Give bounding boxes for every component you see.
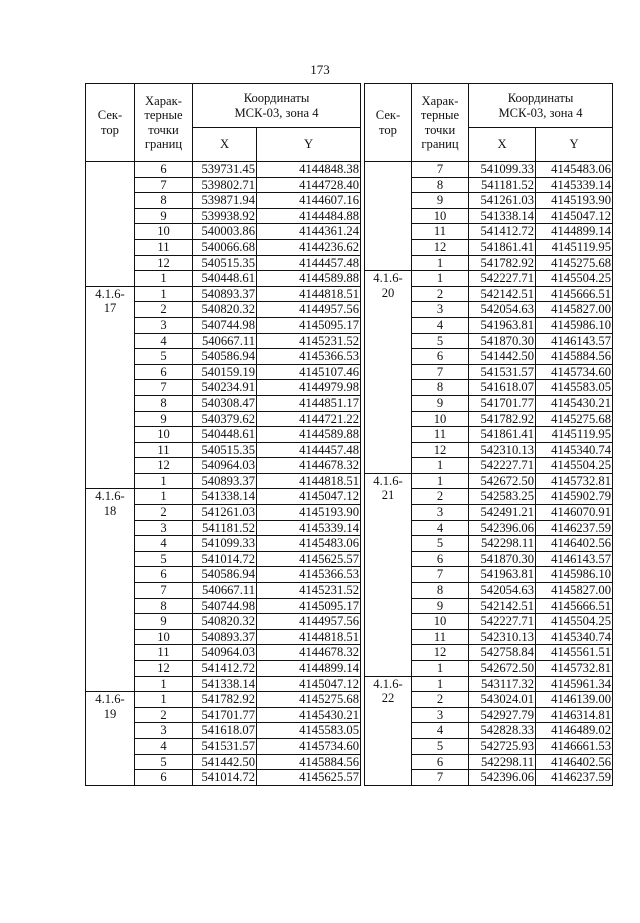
- x-cell: 540964.03: [193, 645, 257, 661]
- point-cell: 9: [412, 193, 469, 209]
- sector-label-line: 17: [103, 301, 117, 316]
- y-cell: 4145366.53: [257, 349, 361, 365]
- point-cell: 12: [412, 239, 469, 255]
- y-cell: 4145504.25: [536, 271, 613, 287]
- x-cell: 540159.19: [193, 364, 257, 380]
- point-cell: 7: [412, 364, 469, 380]
- x-cell: 541261.03: [469, 193, 536, 209]
- point-cell: 4: [135, 333, 193, 349]
- y-cell: 4144957.56: [257, 614, 361, 630]
- x-cell: 540066.68: [193, 239, 257, 255]
- sector-label-line: 22: [381, 691, 395, 706]
- point-cell: 12: [412, 442, 469, 458]
- point-cell: 7: [135, 583, 193, 599]
- y-cell: 4145732.81: [536, 473, 613, 489]
- x-cell: 542828.33: [469, 723, 536, 739]
- y-cell: 4145884.56: [536, 349, 613, 365]
- y-cell: 4145483.06: [536, 162, 613, 178]
- x-cell: 542491.21: [469, 505, 536, 521]
- y-cell: 4145961.34: [536, 676, 613, 692]
- y-cell: 4146070.91: [536, 505, 613, 521]
- header-y: Y: [257, 128, 361, 162]
- y-cell: 4145986.10: [536, 567, 613, 583]
- header-sector: Сек- тор: [365, 84, 412, 162]
- header-x: X: [469, 128, 536, 162]
- y-cell: 4145339.14: [536, 177, 613, 193]
- y-cell: 4145047.12: [257, 676, 361, 692]
- x-cell: 542310.13: [469, 629, 536, 645]
- coordinates-table-right: [364, 83, 613, 786]
- x-cell: 541014.72: [193, 770, 257, 786]
- y-cell: 4145275.68: [536, 255, 613, 271]
- y-cell: 4146139.00: [536, 692, 613, 708]
- x-cell: 542396.06: [469, 520, 536, 536]
- point-cell: 7: [135, 177, 193, 193]
- point-cell: 2: [412, 692, 469, 708]
- point-cell: 3: [135, 317, 193, 333]
- point-cell: 3: [412, 707, 469, 723]
- y-cell: 4145340.74: [536, 629, 613, 645]
- point-cell: 8: [412, 583, 469, 599]
- sector-label-line: 4.1.6-: [95, 489, 125, 504]
- point-cell: 6: [135, 364, 193, 380]
- coordinates-table-left: [85, 83, 361, 786]
- y-cell: 4144484.88: [257, 208, 361, 224]
- point-cell: 9: [135, 614, 193, 630]
- sector-label-line: 4.1.6-: [373, 271, 403, 286]
- point-cell: 1: [412, 271, 469, 287]
- point-cell: 1: [135, 473, 193, 489]
- y-cell: 4146402.56: [536, 536, 613, 552]
- sector-cell: [365, 473, 412, 676]
- point-cell: 4: [135, 738, 193, 754]
- y-cell: 4145666.51: [536, 598, 613, 614]
- y-cell: 4144236.62: [257, 239, 361, 255]
- point-cell: 7: [412, 567, 469, 583]
- x-cell: 542583.25: [469, 489, 536, 505]
- point-cell: 7: [412, 162, 469, 178]
- y-cell: 4145732.81: [536, 661, 613, 677]
- y-cell: 4144678.32: [257, 645, 361, 661]
- point-cell: 10: [135, 224, 193, 240]
- point-cell: 1: [135, 271, 193, 287]
- x-cell: 540515.35: [193, 442, 257, 458]
- point-cell: 5: [412, 333, 469, 349]
- x-cell: 542927.79: [469, 707, 536, 723]
- point-cell: 8: [135, 193, 193, 209]
- y-cell: 4145047.12: [536, 208, 613, 224]
- table-row: [365, 473, 613, 489]
- header-points: Харак- терные точки границ: [412, 84, 469, 162]
- x-cell: 540586.94: [193, 349, 257, 365]
- x-cell: 540586.94: [193, 567, 257, 583]
- x-cell: 541782.92: [469, 255, 536, 271]
- sector-label-line: 4.1.6-: [95, 286, 125, 301]
- y-cell: 4145119.95: [536, 239, 613, 255]
- y-cell: 4145827.00: [536, 583, 613, 599]
- point-cell: 11: [135, 442, 193, 458]
- point-cell: 2: [135, 707, 193, 723]
- y-cell: 4144899.14: [257, 661, 361, 677]
- x-cell: 540744.98: [193, 317, 257, 333]
- point-cell: 3: [412, 505, 469, 521]
- sector-cell: [86, 162, 135, 287]
- x-cell: 542672.50: [469, 661, 536, 677]
- y-cell: 4145561.51: [536, 645, 613, 661]
- x-cell: 541861.41: [469, 427, 536, 443]
- table-row: [86, 162, 361, 178]
- x-cell: 541618.07: [469, 380, 536, 396]
- header-coordinates: Координаты МСК-03, зона 4: [469, 84, 613, 128]
- y-cell: 4145483.06: [257, 536, 361, 552]
- x-cell: 541181.52: [193, 520, 257, 536]
- y-cell: 4145339.14: [257, 520, 361, 536]
- point-cell: 10: [412, 411, 469, 427]
- y-cell: 4146237.59: [536, 770, 613, 786]
- y-cell: 4144818.51: [257, 473, 361, 489]
- x-cell: 540893.37: [193, 286, 257, 302]
- y-cell: 4144589.88: [257, 271, 361, 287]
- x-cell: 541861.41: [469, 239, 536, 255]
- x-cell: 540744.98: [193, 598, 257, 614]
- y-cell: 4144818.51: [257, 629, 361, 645]
- point-cell: 6: [412, 551, 469, 567]
- point-cell: 12: [135, 458, 193, 474]
- y-cell: 4146402.56: [536, 754, 613, 770]
- point-cell: 6: [412, 754, 469, 770]
- point-cell: 9: [135, 208, 193, 224]
- table-row: [365, 676, 613, 692]
- x-cell: 541181.52: [469, 177, 536, 193]
- x-cell: 540234.91: [193, 380, 257, 396]
- x-cell: 541338.14: [193, 489, 257, 505]
- y-cell: 4144957.56: [257, 302, 361, 318]
- header-sector: Сек- тор: [86, 84, 135, 162]
- table-body-right: [365, 162, 613, 786]
- point-cell: 7: [135, 380, 193, 396]
- x-cell: 540515.35: [193, 255, 257, 271]
- x-cell: 540667.11: [193, 333, 257, 349]
- point-cell: 1: [135, 676, 193, 692]
- point-cell: 8: [412, 380, 469, 396]
- x-cell: 541412.72: [469, 224, 536, 240]
- point-cell: 10: [135, 427, 193, 443]
- y-cell: 4146237.59: [536, 520, 613, 536]
- y-cell: 4145047.12: [257, 489, 361, 505]
- x-cell: 542298.11: [469, 754, 536, 770]
- x-cell: 541442.50: [193, 754, 257, 770]
- x-cell: 541261.03: [193, 505, 257, 521]
- y-cell: 4145827.00: [536, 302, 613, 318]
- x-cell: 540448.61: [193, 271, 257, 287]
- sector-label-line: 18: [103, 504, 117, 519]
- point-cell: 2: [412, 489, 469, 505]
- sector-label-line: 4.1.6-: [373, 473, 403, 488]
- table-row: [86, 692, 361, 708]
- table-row: [365, 162, 613, 178]
- y-cell: 4145095.17: [257, 317, 361, 333]
- x-cell: 543024.01: [469, 692, 536, 708]
- header-points: Харак- терные точки границ: [135, 84, 193, 162]
- y-cell: 4144361.24: [257, 224, 361, 240]
- x-cell: 543117.32: [469, 676, 536, 692]
- point-cell: 6: [135, 162, 193, 178]
- x-cell: 541963.81: [469, 317, 536, 333]
- y-cell: 4144457.48: [257, 442, 361, 458]
- point-cell: 1: [135, 286, 193, 302]
- point-cell: 1: [412, 255, 469, 271]
- table-row: [365, 271, 613, 287]
- x-cell: 541870.30: [469, 333, 536, 349]
- x-cell: 540379.62: [193, 411, 257, 427]
- y-cell: 4144848.38: [257, 162, 361, 178]
- x-cell: 541338.14: [193, 676, 257, 692]
- y-cell: 4145231.52: [257, 333, 361, 349]
- x-cell: 540003.86: [193, 224, 257, 240]
- y-cell: 4145625.57: [257, 551, 361, 567]
- x-cell: 541963.81: [469, 567, 536, 583]
- point-cell: 2: [135, 505, 193, 521]
- y-cell: 4145193.90: [257, 505, 361, 521]
- x-cell: 539938.92: [193, 208, 257, 224]
- x-cell: 542142.51: [469, 598, 536, 614]
- point-cell: 5: [135, 551, 193, 567]
- point-cell: 9: [412, 598, 469, 614]
- point-cell: 8: [412, 177, 469, 193]
- point-cell: 1: [135, 489, 193, 505]
- y-cell: 4144589.88: [257, 427, 361, 443]
- y-cell: 4144678.32: [257, 458, 361, 474]
- y-cell: 4144607.16: [257, 193, 361, 209]
- header-coordinates: Координаты МСК-03, зона 4: [193, 84, 361, 128]
- sector-cell: [365, 676, 412, 785]
- point-cell: 3: [412, 302, 469, 318]
- y-cell: 4144721.22: [257, 411, 361, 427]
- table-row: [86, 489, 361, 505]
- sector-cell: [365, 162, 412, 271]
- y-cell: 4144851.17: [257, 395, 361, 411]
- y-cell: 4144899.14: [536, 224, 613, 240]
- x-cell: 540964.03: [193, 458, 257, 474]
- y-cell: 4145366.53: [257, 567, 361, 583]
- page-number: 173: [310, 62, 330, 77]
- y-cell: 4145193.90: [536, 193, 613, 209]
- point-cell: 11: [412, 224, 469, 240]
- point-cell: 4: [135, 536, 193, 552]
- point-cell: 12: [412, 645, 469, 661]
- x-cell: 541412.72: [193, 661, 257, 677]
- x-cell: 539802.71: [193, 177, 257, 193]
- point-cell: 8: [135, 598, 193, 614]
- sector-label-line: 4.1.6-: [373, 676, 403, 691]
- x-cell: 541531.57: [469, 364, 536, 380]
- point-cell: 5: [135, 349, 193, 365]
- point-cell: 6: [135, 770, 193, 786]
- x-cell: 540893.37: [193, 629, 257, 645]
- point-cell: 6: [135, 567, 193, 583]
- y-cell: 4145430.21: [257, 707, 361, 723]
- x-cell: 542054.63: [469, 583, 536, 599]
- x-cell: 539871.94: [193, 193, 257, 209]
- table-body-left: [86, 162, 361, 786]
- point-cell: 4: [412, 520, 469, 536]
- point-cell: 11: [135, 239, 193, 255]
- sector-cell: [86, 286, 135, 489]
- x-cell: 542758.84: [469, 645, 536, 661]
- point-cell: 5: [412, 738, 469, 754]
- x-cell: 540667.11: [193, 583, 257, 599]
- y-cell: 4145107.46: [257, 364, 361, 380]
- point-cell: 10: [412, 614, 469, 630]
- point-cell: 5: [135, 754, 193, 770]
- y-cell: 4144457.48: [257, 255, 361, 271]
- point-cell: 2: [412, 286, 469, 302]
- y-cell: 4145666.51: [536, 286, 613, 302]
- y-cell: 4145231.52: [257, 583, 361, 599]
- x-cell: 542672.50: [469, 473, 536, 489]
- y-cell: 4146143.57: [536, 333, 613, 349]
- y-cell: 4146661.53: [536, 738, 613, 754]
- y-cell: 4145986.10: [536, 317, 613, 333]
- sector-cell: [86, 489, 135, 692]
- header-y: Y: [536, 128, 613, 162]
- x-cell: 540820.32: [193, 614, 257, 630]
- y-cell: 4145430.21: [536, 395, 613, 411]
- x-cell: 541531.57: [193, 738, 257, 754]
- x-cell: 542310.13: [469, 442, 536, 458]
- sector-cell: [86, 692, 135, 786]
- header-x: X: [193, 128, 257, 162]
- x-cell: 542227.71: [469, 614, 536, 630]
- point-cell: 11: [412, 427, 469, 443]
- point-cell: 10: [412, 208, 469, 224]
- x-cell: 541099.33: [469, 162, 536, 178]
- point-cell: 10: [135, 629, 193, 645]
- x-cell: 541442.50: [469, 349, 536, 365]
- point-cell: 1: [135, 692, 193, 708]
- point-cell: 1: [412, 676, 469, 692]
- y-cell: 4145095.17: [257, 598, 361, 614]
- x-cell: 539731.45: [193, 162, 257, 178]
- x-cell: 542142.51: [469, 286, 536, 302]
- x-cell: 541782.92: [469, 411, 536, 427]
- point-cell: 6: [412, 349, 469, 365]
- point-cell: 4: [412, 317, 469, 333]
- y-cell: 4144728.40: [257, 177, 361, 193]
- y-cell: 4145884.56: [257, 754, 361, 770]
- sector-label-line: 21: [381, 488, 395, 503]
- point-cell: 1: [412, 473, 469, 489]
- x-cell: 541014.72: [193, 551, 257, 567]
- y-cell: 4145119.95: [536, 427, 613, 443]
- point-cell: 11: [135, 645, 193, 661]
- x-cell: 542054.63: [469, 302, 536, 318]
- y-cell: 4144979.98: [257, 380, 361, 396]
- x-cell: 540308.47: [193, 395, 257, 411]
- x-cell: 542298.11: [469, 536, 536, 552]
- y-cell: 4144818.51: [257, 286, 361, 302]
- point-cell: 5: [412, 536, 469, 552]
- y-cell: 4146314.81: [536, 707, 613, 723]
- y-cell: 4145583.05: [257, 723, 361, 739]
- x-cell: 540448.61: [193, 427, 257, 443]
- x-cell: 540893.37: [193, 473, 257, 489]
- sector-label-line: 4.1.6-: [95, 692, 125, 707]
- point-cell: 9: [135, 411, 193, 427]
- point-cell: 1: [412, 458, 469, 474]
- point-cell: 7: [412, 770, 469, 786]
- x-cell: 542396.06: [469, 770, 536, 786]
- point-cell: 8: [135, 395, 193, 411]
- x-cell: 541701.77: [469, 395, 536, 411]
- point-cell: 3: [135, 723, 193, 739]
- y-cell: 4145583.05: [536, 380, 613, 396]
- point-cell: 2: [135, 302, 193, 318]
- x-cell: 541618.07: [193, 723, 257, 739]
- x-cell: 540820.32: [193, 302, 257, 318]
- sector-cell: [365, 271, 412, 474]
- x-cell: 542227.71: [469, 271, 536, 287]
- y-cell: 4145504.25: [536, 458, 613, 474]
- y-cell: 4145275.68: [536, 411, 613, 427]
- y-cell: 4145504.25: [536, 614, 613, 630]
- x-cell: 542725.93: [469, 738, 536, 754]
- y-cell: 4146143.57: [536, 551, 613, 567]
- point-cell: 9: [412, 395, 469, 411]
- sector-label-line: 19: [103, 706, 117, 721]
- x-cell: 541338.14: [469, 208, 536, 224]
- point-cell: 12: [135, 255, 193, 271]
- x-cell: 541701.77: [193, 707, 257, 723]
- y-cell: 4145902.79: [536, 489, 613, 505]
- sector-label-line: 20: [381, 285, 395, 300]
- point-cell: 11: [412, 629, 469, 645]
- point-cell: 12: [135, 661, 193, 677]
- x-cell: 542227.71: [469, 458, 536, 474]
- point-cell: 3: [135, 520, 193, 536]
- point-cell: 1: [412, 661, 469, 677]
- y-cell: 4145734.60: [257, 738, 361, 754]
- y-cell: 4145275.68: [257, 692, 361, 708]
- table-row: [86, 286, 361, 302]
- y-cell: 4145625.57: [257, 770, 361, 786]
- x-cell: 541782.92: [193, 692, 257, 708]
- point-cell: 4: [412, 723, 469, 739]
- x-cell: 541099.33: [193, 536, 257, 552]
- y-cell: 4145340.74: [536, 442, 613, 458]
- y-cell: 4146489.02: [536, 723, 613, 739]
- x-cell: 541870.30: [469, 551, 536, 567]
- y-cell: 4145734.60: [536, 364, 613, 380]
